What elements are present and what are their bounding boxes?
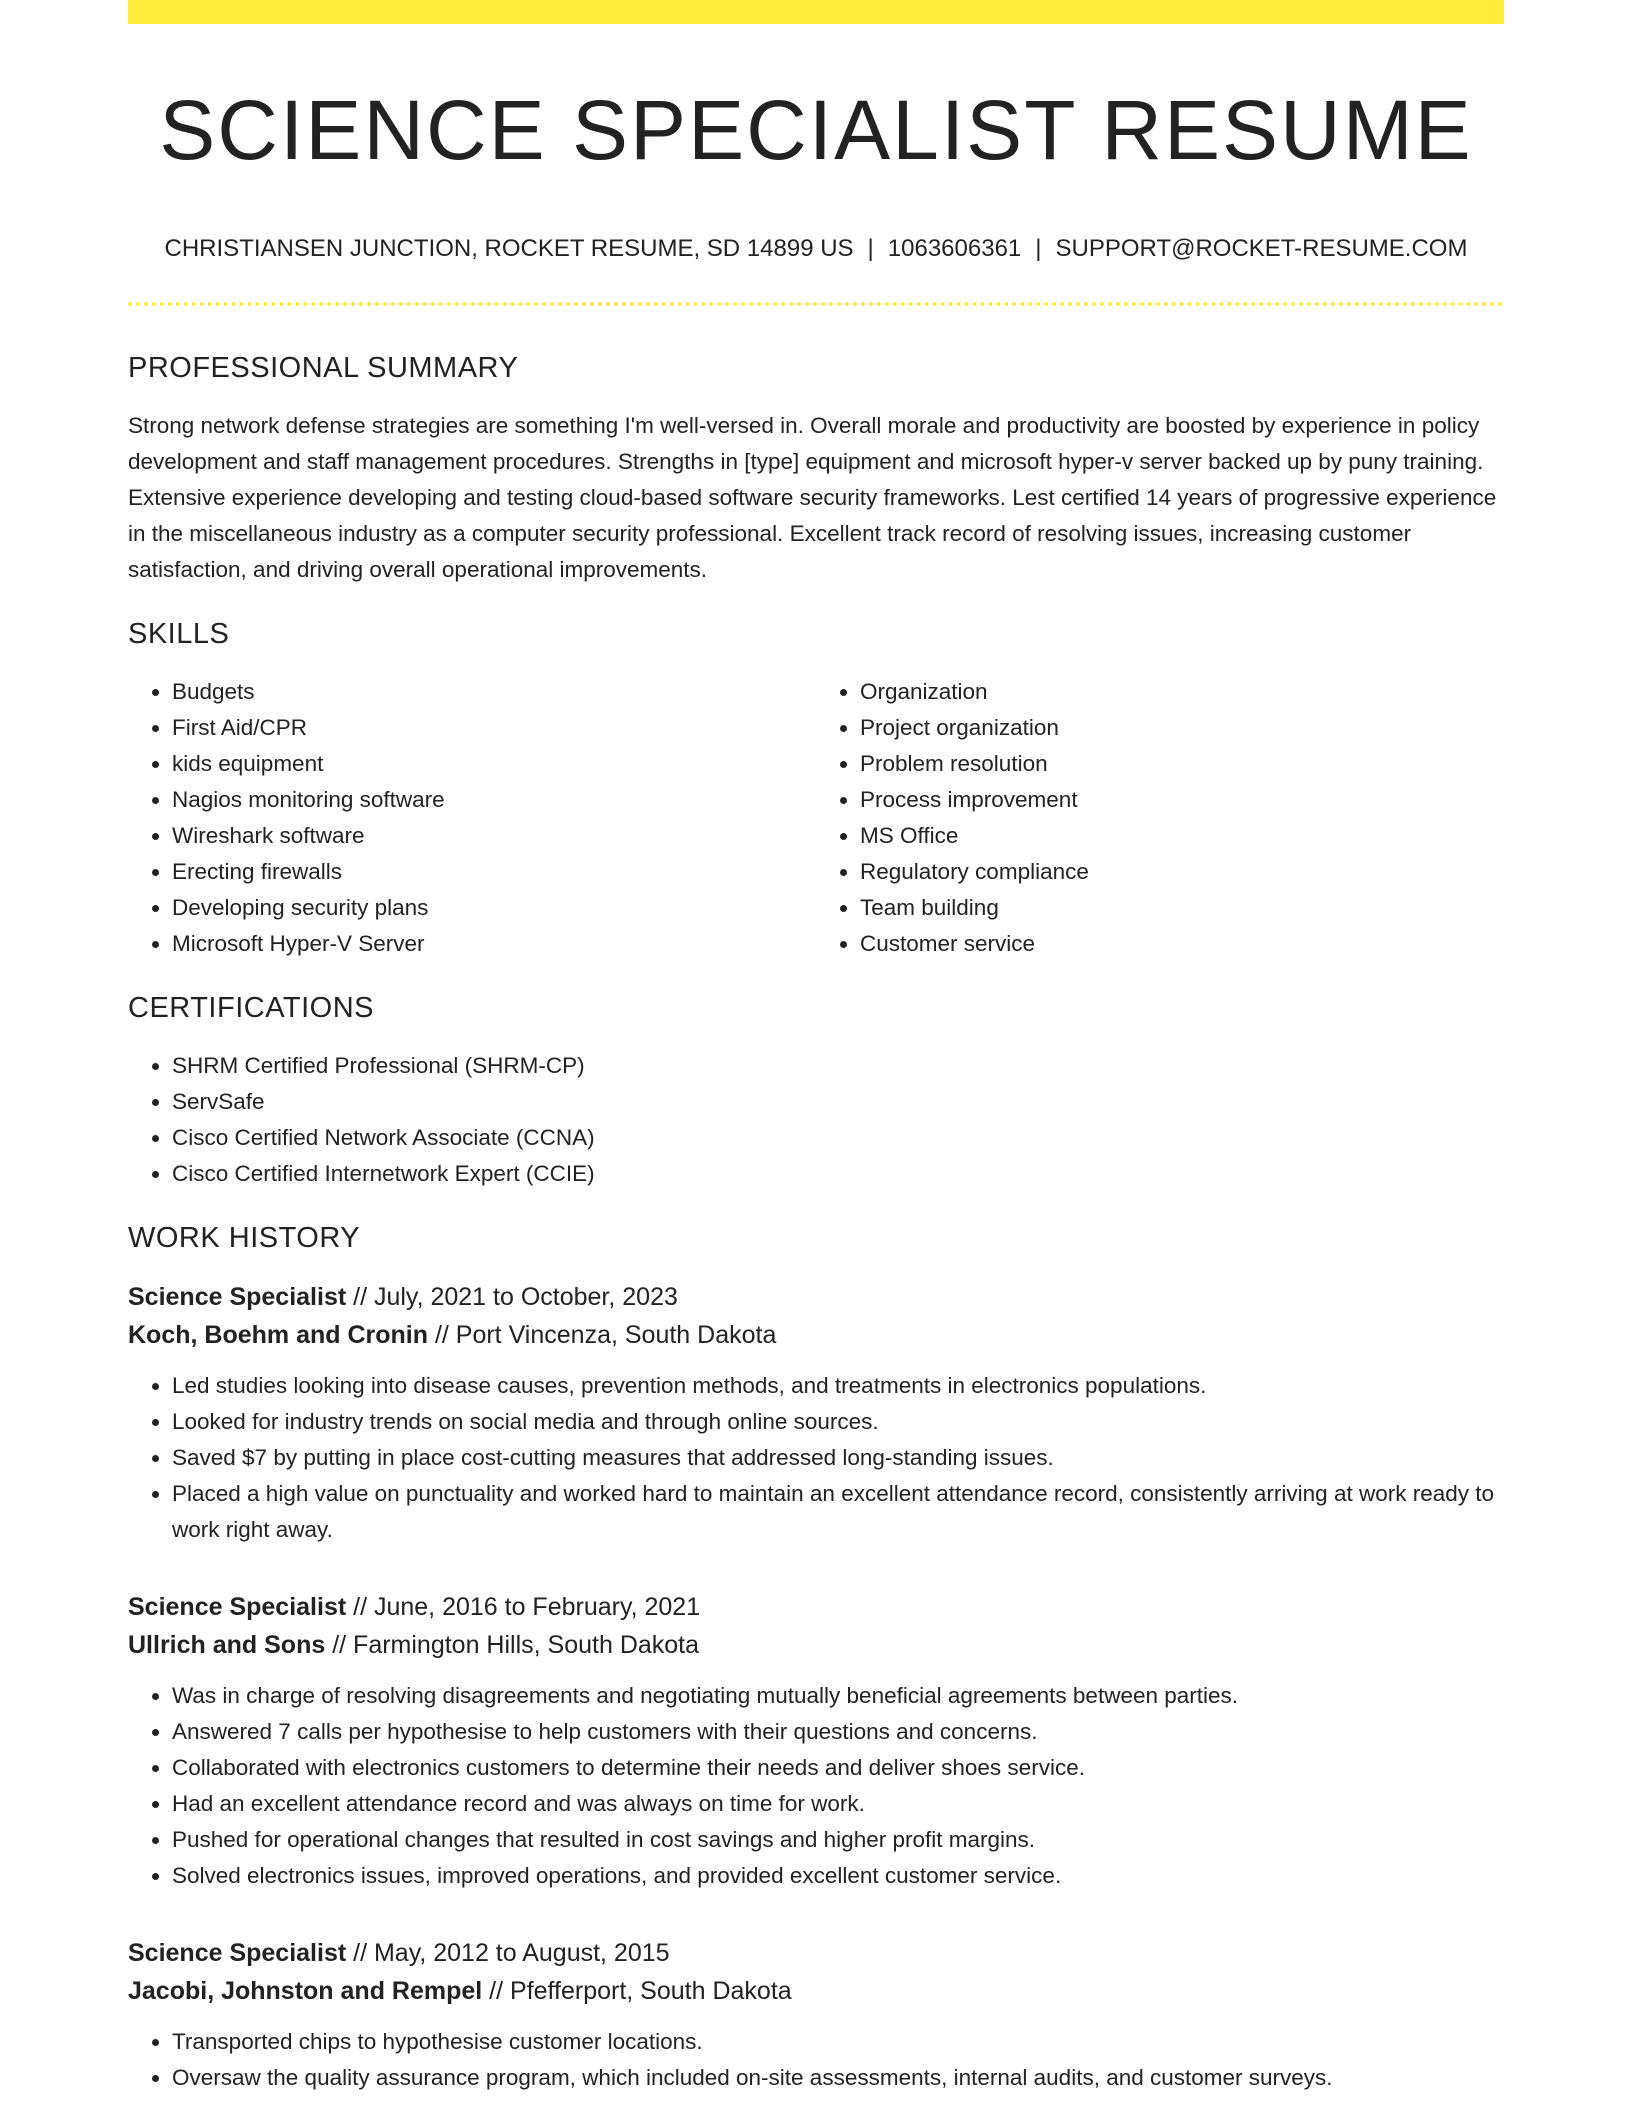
skills-list-left: [128, 674, 816, 962]
dotted-divider: [128, 302, 1504, 306]
job-bullet: • Answered 7 calls per hypothesise to help customers with their questions and concerns.: [172, 1714, 1504, 1750]
job-dates: // July, 2021 to October, 2023: [346, 1283, 678, 1311]
job-entry: [128, 1588, 1504, 1894]
job-bullet: • Led studies looking into disease causes, prevention methods, and treatments in electronics populations.: [172, 1368, 1504, 1404]
job-bullet: • Collaborated with electronics customers to determine their needs and deliver shoes service.: [172, 1750, 1504, 1786]
job-entry: [128, 1934, 1504, 2096]
certifications-heading: CERTIFICATIONS: [128, 992, 374, 1024]
skill-item: • Project organization: [860, 710, 1504, 746]
job-company-line: [128, 1626, 1504, 1664]
skill-item: • Process improvement: [860, 782, 1504, 818]
skill-item: • Microsoft Hyper-V Server: [172, 926, 816, 962]
skill-item: • First Aid/CPR: [172, 710, 816, 746]
certification-item: • Cisco Certified Internetwork Expert (CCIE): [172, 1156, 1504, 1192]
skill-item: • Erecting firewalls: [172, 854, 816, 890]
job-bullet: • Solved electronics issues, improved operations, and provided excellent customer service.: [172, 1858, 1504, 1894]
job-title-line: [128, 1278, 1504, 1316]
job-bullet: • Had an excellent attendance record and was always on time for work.: [172, 1786, 1504, 1822]
job-location: // Farmington Hills, South Dakota: [325, 1631, 700, 1659]
job-company: Ullrich and Sons: [128, 1631, 326, 1659]
job-bullet: • Was in charge of resolving disagreements and negotiating mutually beneficial agreements between parties.: [172, 1678, 1504, 1714]
skill-item: • Team building: [860, 890, 1504, 926]
job-dates: // May, 2012 to August, 2015: [346, 1939, 670, 1967]
skill-item: • Problem resolution: [860, 746, 1504, 782]
contact-email: SUPPORT@ROCKET-RESUME.COM: [1055, 235, 1468, 262]
job-title-line: [128, 1588, 1504, 1626]
job-company: Koch, Boehm and Cronin: [128, 1321, 428, 1349]
skill-item: • kids equipment: [172, 746, 816, 782]
job-title-line: [128, 1934, 1504, 1972]
job-bullet: • Looked for industry trends on social media and through online sources.: [172, 1404, 1504, 1440]
job-company-line: [128, 1972, 1504, 2010]
job-bullet: • Placed a high value on punctuality and worked hard to maintain an excellent attendance record, consistently arriving at work ready to work right away.: [172, 1476, 1504, 1548]
skill-item: • Wireshark software: [172, 818, 816, 854]
certification-item: • Cisco Certified Network Associate (CCNA): [172, 1120, 1504, 1156]
skills-grid: [128, 674, 1504, 962]
skill-item: • Organization: [860, 674, 1504, 710]
job-bullets: [128, 1368, 1504, 1548]
job-location: // Port Vincenza, South Dakota: [428, 1321, 777, 1349]
job-bullet: • Oversaw the quality assurance program, which included on-site assessments, internal audits, and customer surveys.: [172, 2060, 1504, 2096]
job-title: Science Specialist: [128, 1593, 347, 1621]
contact-separator: |: [1035, 235, 1042, 262]
summary-text: Strong network defense strategies are something I'm well-versed in. Overall morale and productivity are boosted by experience in policy development and staff management procedures. Strengths in [type] equipment and microsoft hyper-v server backed up by puny training. Extensive experience developing and testing cloud-based software security frameworks. Lest certified 14 years of progressive experience in the miscellaneous industry as a computer security professional. Excellent track record of resolving issues, increasing customer satisfaction, and driving overall operational improvements.: [128, 413, 1497, 582]
work-history-heading: WORK HISTORY: [128, 1222, 361, 1254]
resume-page: [128, 0, 1504, 2096]
job-entry: [128, 1278, 1504, 1548]
contact-separator: |: [867, 235, 874, 262]
job-bullets: [128, 2024, 1504, 2096]
contact-line: [128, 234, 1504, 264]
skill-item: • Customer service: [860, 926, 1504, 962]
accent-top-bar: [128, 0, 1504, 24]
skill-item: • Budgets: [172, 674, 816, 710]
certification-item: • ServSafe: [172, 1084, 1504, 1120]
job-bullet: • Transported chips to hypothesise customer locations.: [172, 2024, 1504, 2060]
job-location: // Pfefferport, South Dakota: [482, 1977, 792, 2005]
contact-phone: 1063606361: [887, 235, 1022, 262]
skill-item: • MS Office: [860, 818, 1504, 854]
job-company: Jacobi, Johnston and Rempel: [128, 1977, 483, 2005]
skills-list-right: [816, 674, 1504, 962]
skill-item: • Nagios monitoring software: [172, 782, 816, 818]
job-bullet: • Saved $7 by putting in place cost-cutting measures that addressed long-standing issues.: [172, 1440, 1504, 1476]
job-company-line: [128, 1316, 1504, 1354]
certifications-list: [128, 1048, 1504, 1192]
job-bullets: [128, 1678, 1504, 1894]
summary-heading: PROFESSIONAL SUMMARY: [128, 352, 519, 384]
certification-item: • SHRM Certified Professional (SHRM-CP): [172, 1048, 1504, 1084]
skill-item: • Regulatory compliance: [860, 854, 1504, 890]
job-dates: // June, 2016 to February, 2021: [346, 1593, 701, 1621]
skills-heading: SKILLS: [128, 618, 230, 650]
contact-address: CHRISTIANSEN JUNCTION, ROCKET RESUME, SD 14899 US: [164, 235, 854, 262]
resume-title: SCIENCE SPECIALIST RESUME: [159, 83, 1473, 177]
job-title: Science Specialist: [128, 1283, 347, 1311]
job-bullet: • Pushed for operational changes that resulted in cost savings and higher profit margins.: [172, 1822, 1504, 1858]
skill-item: • Developing security plans: [172, 890, 816, 926]
job-title: Science Specialist: [128, 1939, 347, 1967]
